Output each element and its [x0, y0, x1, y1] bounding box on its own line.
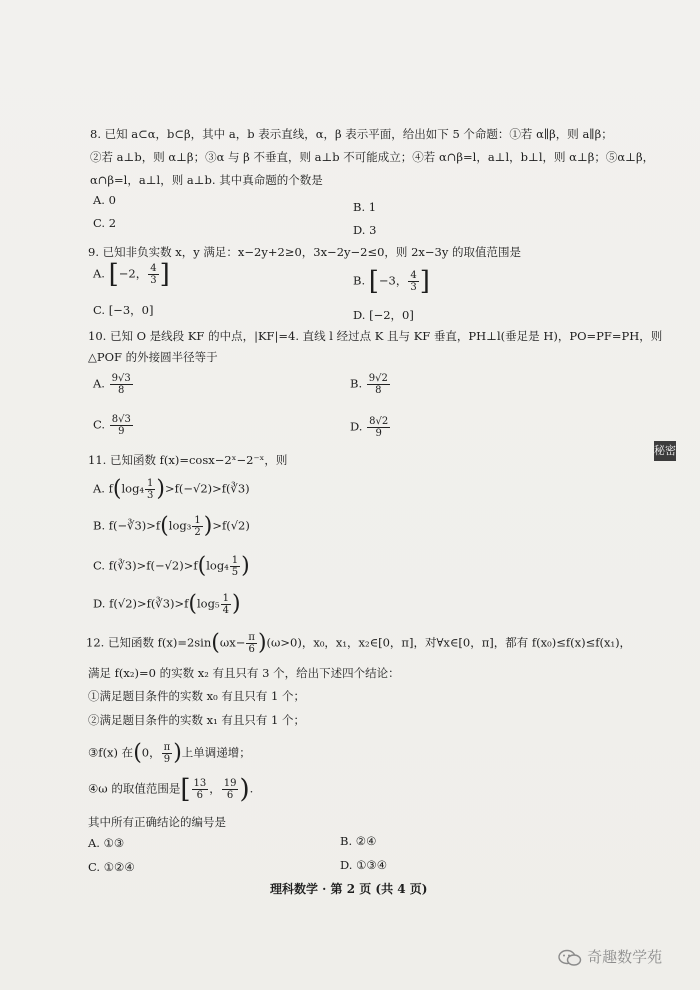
q10-option-a-fraction: $\frac{9√3}{8}$: [111, 373, 131, 396]
q11-option-a: A. f(log₄ $\frac{1}{3}$ )>f(−√2)>f(∛3): [93, 476, 250, 502]
q10-option-a: [93, 373, 134, 396]
q9-option-a-label: A.: [93, 266, 105, 281]
q12-conclusion-3: ③f(x) 在(0， $\frac{\pi}{9}$ )上单调递增；: [88, 740, 251, 766]
q12-question: 其中所有正确结论的编号是: [88, 815, 226, 829]
q8-option-a: A. 0: [93, 193, 116, 207]
q9-option-b-left: −3，: [378, 273, 408, 288]
q12-option-c: C. ①②④: [88, 860, 135, 874]
q10-option-b-fraction: $\frac{9√2}{8}$: [368, 373, 388, 396]
q8-option-b: B. 1: [353, 200, 377, 214]
q11-line1: 11. 已知函数 f(x)=cosx−2ˣ−2⁻ˣ，则: [88, 453, 288, 467]
confidential-tab: 秘密: [654, 441, 676, 461]
q8-line1: 8. 已知 a⊂α，b⊂β，其中 a，b 表示直线，α，β 表示平面，给出如下 5 个命题：①若 α∥β，则 a∥β；: [90, 127, 613, 141]
q9-option-a-left: −2，: [118, 266, 148, 281]
q10-option-c-fraction: $\frac{8√3}{9}$: [111, 414, 131, 437]
q9-line1: 9. 已知非负实数 x，y 满足：x−2y+2≥0，3x−2y−2≤0，则 2x−3y 的取值范围是: [88, 245, 521, 259]
q10-option-b-label: B.: [350, 376, 363, 391]
q10-option-a-label: A.: [93, 376, 105, 391]
q10-option-b: [350, 373, 391, 396]
q12-option-b: B. ②④: [340, 834, 377, 848]
q8-option-d: D. 3: [353, 223, 377, 237]
q10-option-d: [350, 416, 391, 439]
q11-option-c: C. f(∛3)>f(−√2)>f(log₄ $\frac{1}{5}$ ): [93, 553, 250, 579]
q9-option-b-fraction: $\frac{4}{3}$: [410, 270, 417, 293]
q9-option-c: C. [−3，0]: [93, 303, 154, 317]
q9-option-b-label: B.: [353, 273, 366, 288]
q10-line1: 10. 已知 O 是线段 KF 的中点，|KF|=4. 直线 l 经过点 K 且与 KF 垂直，PH⊥l(垂足是 H)，PO=PF=PH，则: [88, 329, 663, 343]
q10-option-d-fraction: $\frac{8√2}{9}$: [369, 416, 389, 439]
wechat-icon: [558, 949, 582, 967]
q9-option-a-fraction: $\frac{4}{3}$: [150, 263, 157, 286]
q12-line2: 满足 f(x₂)=0 的实数 x₂ 有且只有 3 个，给出下述四个结论：: [88, 666, 400, 680]
q10-option-c-label: C.: [93, 417, 106, 432]
q12-conclusion-2: ②满足题目条件的实数 x₁ 有且只有 1 个；: [88, 713, 306, 727]
q10-option-c: [93, 414, 134, 437]
q11-option-b: B. f(−∛3)>f(log₃ $\frac{1}{2}$ )>f(√2): [93, 513, 250, 539]
q10-option-d-label: D.: [350, 419, 363, 434]
q12-conclusion-4: ④ω 的取值范围是[ $\frac{13}{6}$ ， $\frac{19}{6}$ ).: [88, 774, 254, 805]
q8-line3: α∩β=l，a⊥l，则 a⊥b. 其中真命题的个数是: [90, 173, 323, 187]
q8-option-c: C. 2: [93, 216, 117, 230]
page-footer: 理科数学 · 第 2 页 (共 4 页): [270, 882, 428, 896]
watermark: [558, 946, 662, 967]
q12-option-a: A. ①③: [88, 836, 125, 850]
q12-option-d: D. ①③④: [340, 858, 388, 872]
q8-line2: ②若 a⊥b，则 α⊥β；③α 与 β 不垂直，则 a⊥b 不可能成立；④若 α∩β=l，a⊥l，b⊥l，则 α⊥β；⑤α⊥β，: [90, 150, 655, 164]
q9-option-b: B. [−3， $\frac{4}{3}$ ]: [353, 266, 430, 297]
q9-option-a: A. [−2， $\frac{4}{3}$ ]: [93, 259, 170, 290]
q12-conclusion-1: ①满足题目条件的实数 x₀ 有且只有 1 个；: [88, 689, 306, 703]
q11-option-d: D. f(√2)>f(∛3)>f(log₅ $\frac{1}{4}$ ): [93, 591, 241, 617]
q10-line2: △POF 的外接圆半径等于: [88, 350, 218, 364]
q12-line1: 12. 已知函数 f(x)=2sin(ωx− $\frac{\pi}{6}$ )(ω>0)，x₀，x₁，x₂∈[0，π]，对∀x∈[0，π]，都有 f(x₀)≤f(x)≤f(x₁)，: [86, 630, 632, 656]
q9-option-d: D. [−2，0]: [353, 308, 414, 322]
watermark-text: 奇趣数学苑: [587, 948, 663, 966]
